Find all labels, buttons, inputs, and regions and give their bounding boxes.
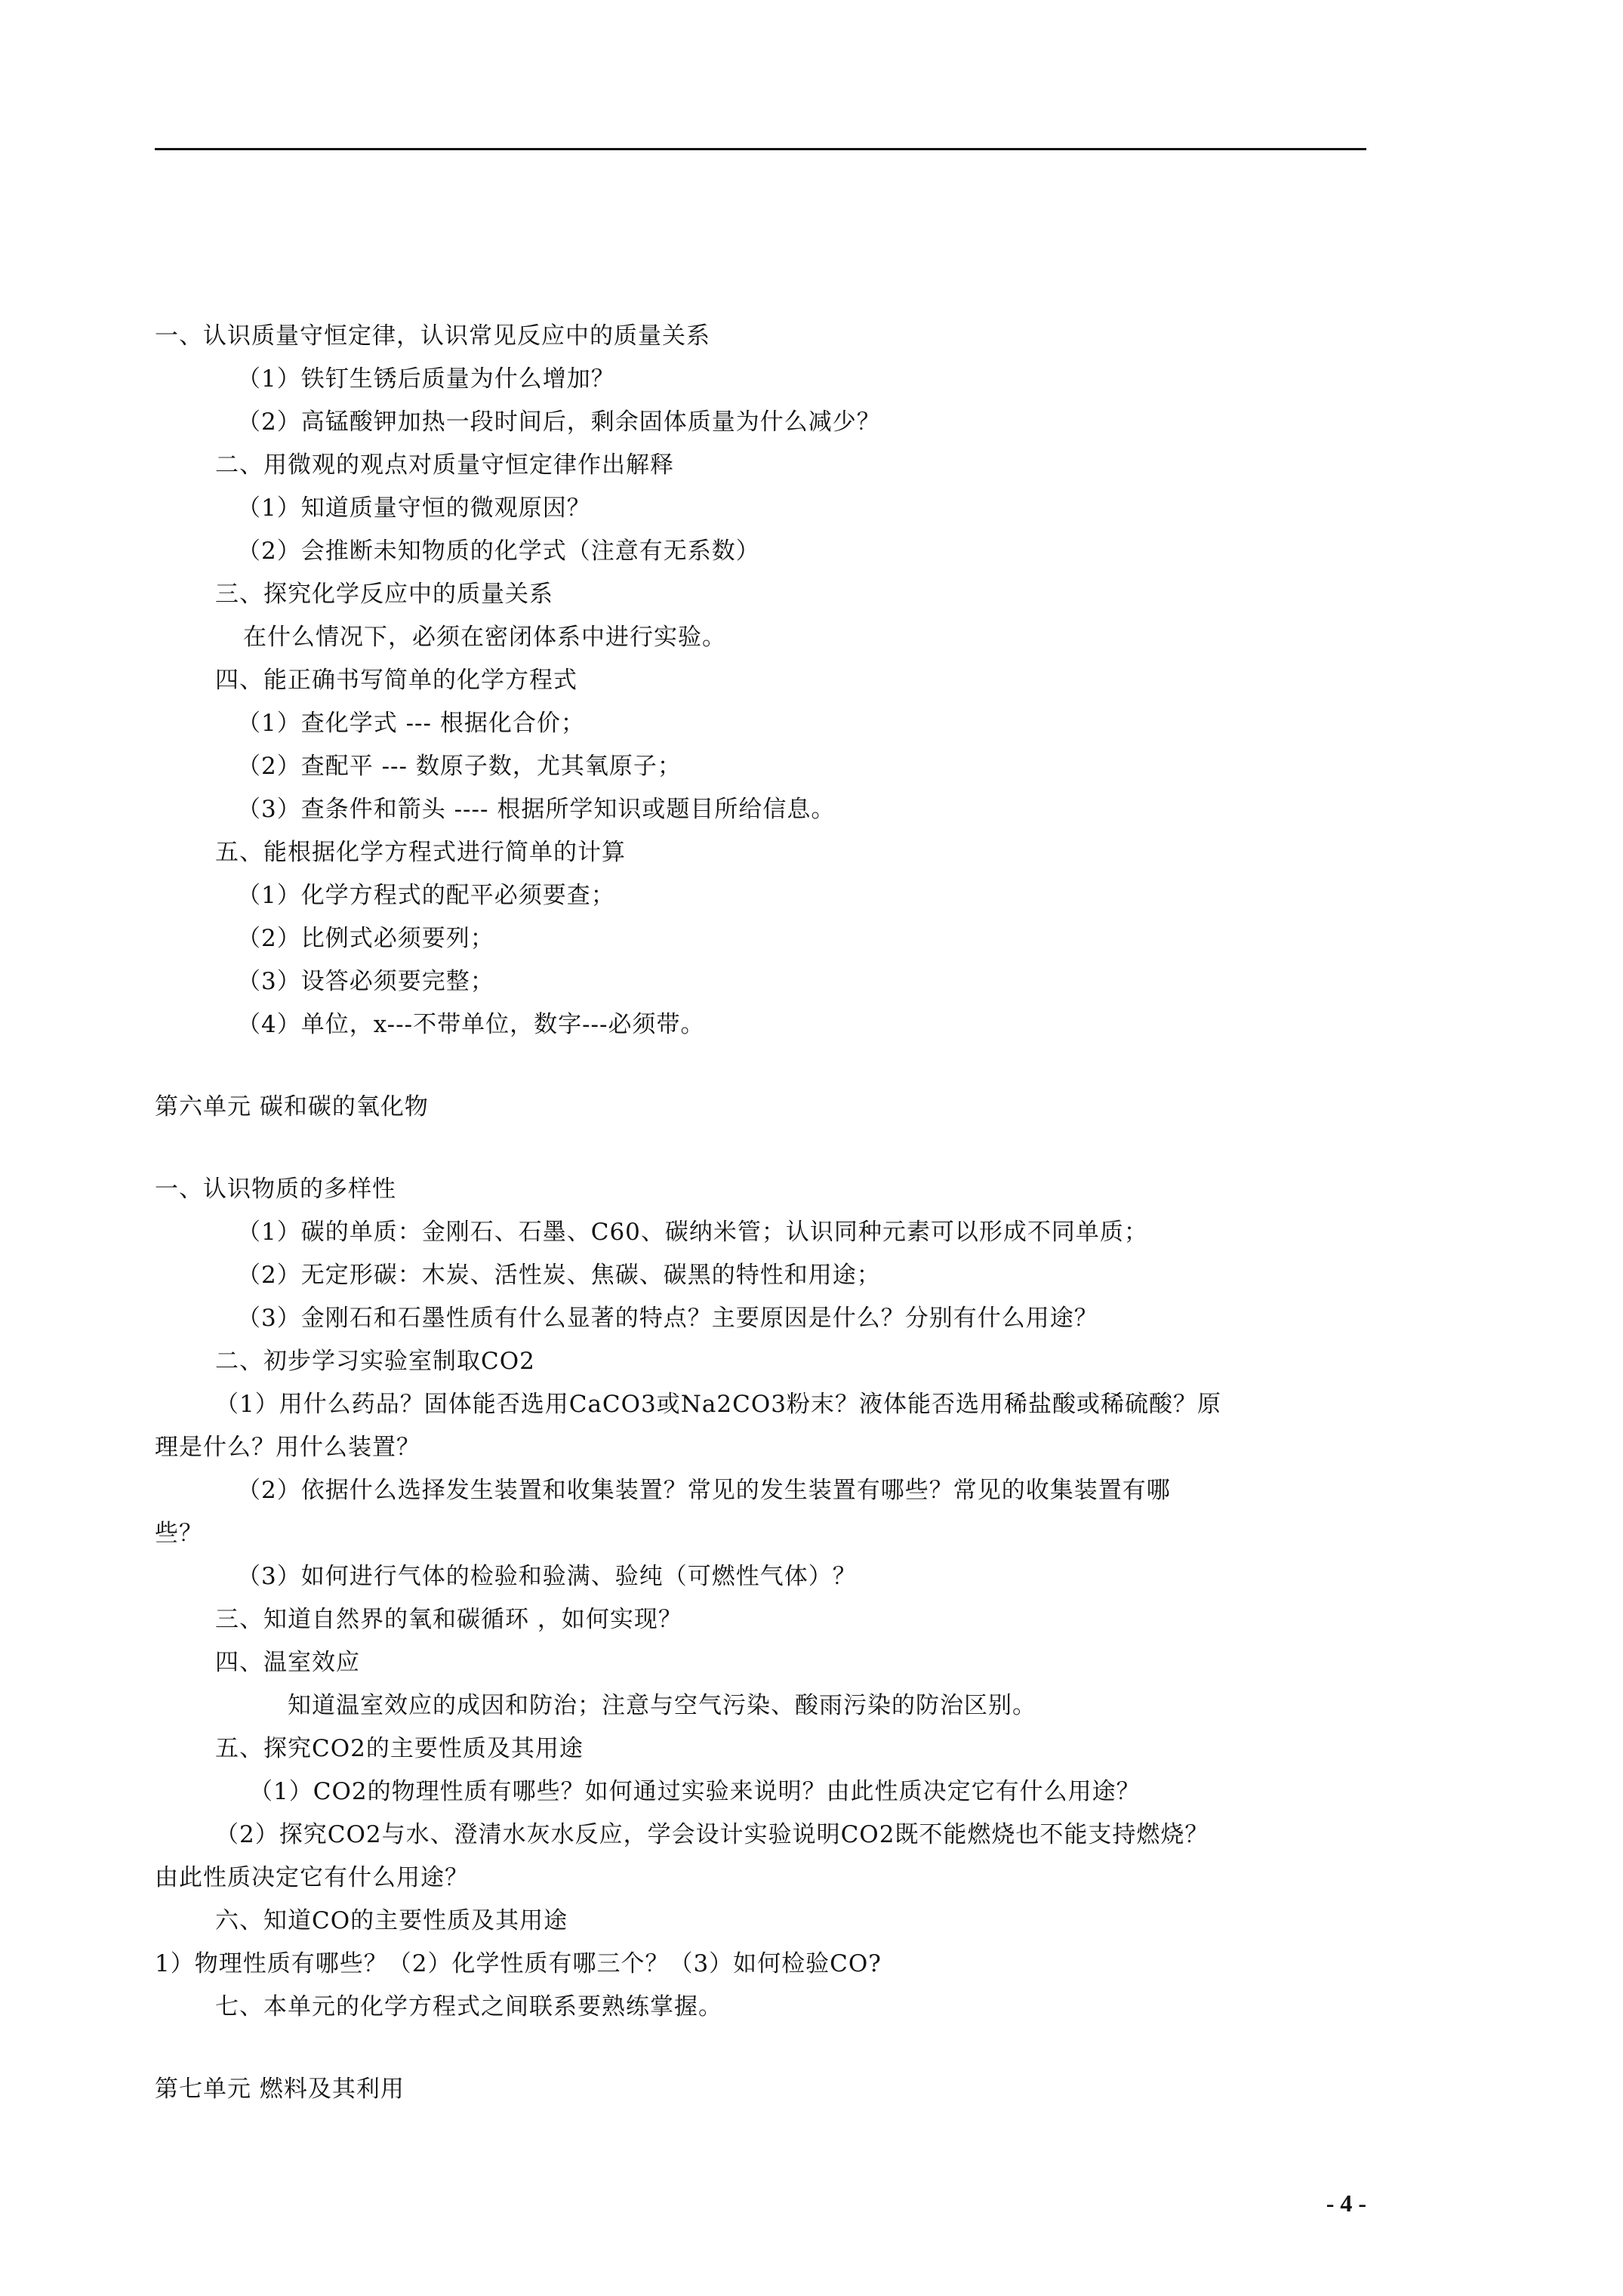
section-heading: 一、认识物质的多样性 [155,1176,396,1203]
section-heading: 四、能正确书写简单的化学方程式 [215,667,577,694]
paragraph: 知道温室效应的成因和防治；注意与空气污染、酸雨污染的防治区别。 [288,1692,1036,1719]
list-item: （3）设答必须要完整； [237,968,494,995]
section-heading: 二、初步学习实验室制取CO2 [215,1348,535,1375]
list-item: （2）探究CO2与水、澄清水灰水反应，学会设计实验说明CO2既不能燃烧也不能支持燃烧？ [215,1821,1209,1848]
list-item: （1）知道质量守恒的微观原因？ [237,495,591,522]
list-item: （1）化学方程式的配平必须要查； [237,882,615,909]
unit-title: 第六单元 碳和碳的氧化物 [155,1093,429,1120]
list-item: （2）依据什么选择发生装置和收集装置？常见的发生装置有哪些？常见的收集装置有哪 [237,1477,1171,1504]
section-heading: 五、探究CO2的主要性质及其用途 [215,1735,584,1762]
section-heading: 五、能根据化学方程式进行简单的计算 [215,839,626,866]
list-item: （1）CO2的物理性质有哪些？如何通过实验来说明？由此性质决定它有什么用途？ [249,1778,1141,1805]
list-item: （3）查条件和箭头 ---- 根据所学知识或题目所给信息。 [237,796,836,823]
list-item: （2）会推断未知物质的化学式（注意有无系数） [237,538,760,565]
list-item-continuation: 些？ [155,1520,203,1547]
list-item-continuation: 理是什么？用什么装置？ [155,1434,420,1461]
list-item: （3）金刚石和石墨性质有什么显著的特点？主要原因是什么？分别有什么用途？ [237,1305,1098,1332]
page-number: - 4 - [1326,2190,1366,2217]
list-item: （1）碳的单质：金刚石、石墨、C60、碳纳米管；认识同种元素可以形成不同单质； [237,1219,1148,1246]
list-item: （2）无定形碳：木炭、活性炭、焦碳、碳黑的特性和用途； [237,1262,881,1289]
paragraph: 在什么情况下，必须在密闭体系中进行实验。 [243,624,726,651]
list-item: （3）如何进行气体的检验和验满、验纯（可燃性气体）？ [237,1563,857,1590]
list-item: （1）查化学式 --- 根据化合价； [237,710,585,737]
section-heading: 一、认识质量守恒定律，认识常见反应中的质量关系 [155,322,710,350]
section-heading: 四、温室效应 [215,1649,360,1676]
list-item: （2）比例式必须要列； [237,925,494,952]
list-item: （4）单位，x---不带单位，数字---必须带。 [237,1011,705,1038]
list-item: （2）高锰酸钾加热一段时间后，剩余固体质量为什么减少？ [237,408,881,436]
list-item: （1）铁钉生锈后质量为什么增加？ [237,365,615,393]
section-heading: 三、知道自然界的氧和碳循环 ，如何实现？ [215,1606,682,1633]
list-item-continuation: 由此性质决定它有什么用途？ [155,1864,469,1891]
section-heading: 六、知道CO的主要性质及其用途 [215,1907,568,1934]
unit-title: 第七单元 燃料及其利用 [155,2076,405,2103]
header-rule [155,148,1366,150]
section-heading: 七、本单元的化学方程式之间联系要熟练掌握。 [215,1993,722,2020]
list-item: （2）查配平 --- 数原子数，尤其氧原子； [237,753,682,780]
section-heading: 三、探究化学反应中的质量关系 [215,581,553,608]
paragraph: 1）物理性质有哪些？（2）化学性质有哪三个？（3）如何检验CO? [155,1950,882,1977]
list-item: （1）用什么药品？固体能否选用CaCO3或Na2CO3粉末？液体能否选用稀盐酸或稀硫酸？原 [215,1391,1221,1418]
section-heading: 二、用微观的观点对质量守恒定律作出解释 [215,451,674,479]
